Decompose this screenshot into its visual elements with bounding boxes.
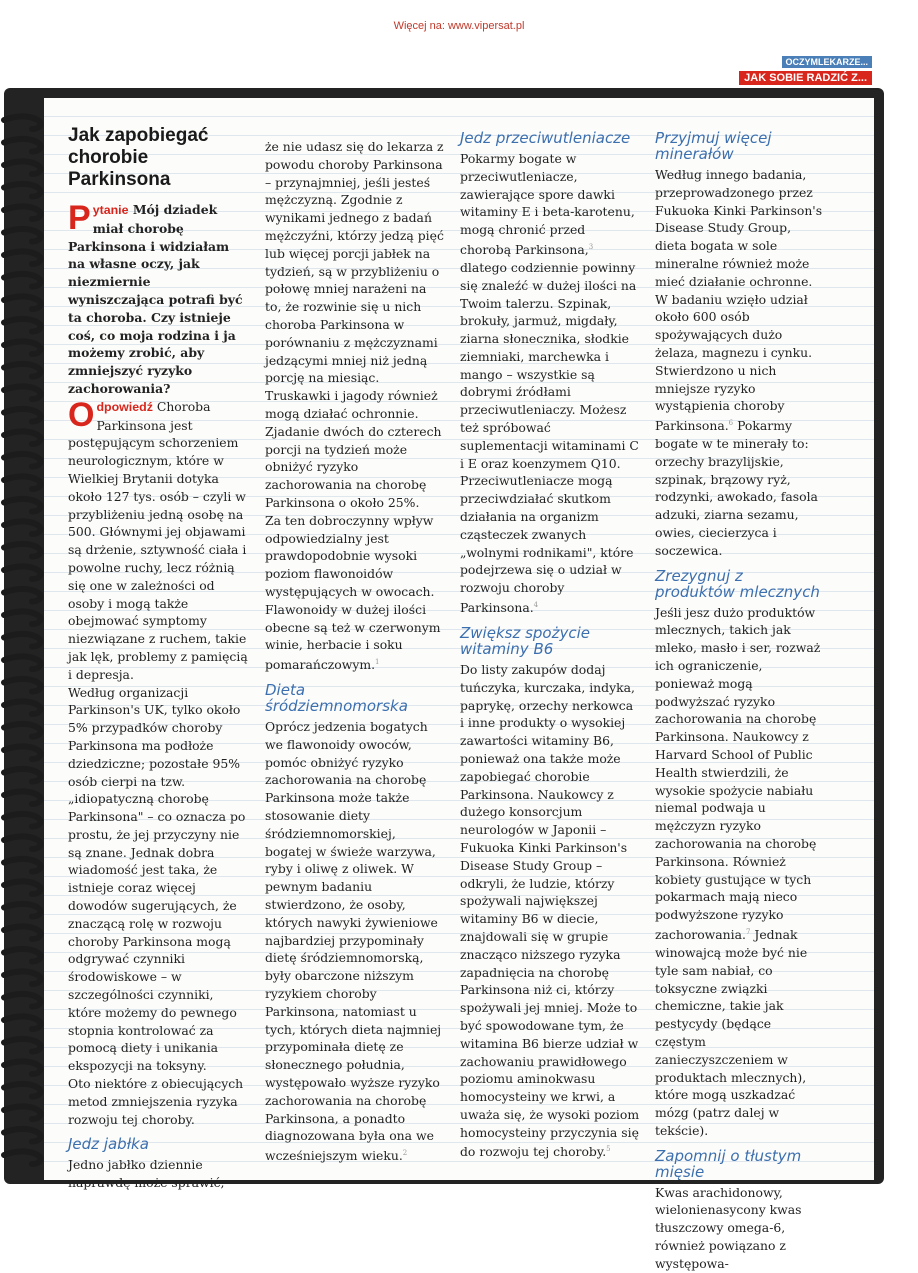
paragraph: Według organizacji Parkinson's UK, tylko około 5% przypadków choroby Parkinsona ma podłoże dziedziczne; pozostałe 95% osób cierpi na tzw. „idiopatyczną chorobę Parkinsona" – co oznacza po prostu, że jej przyczyny nie są znane. Jednak dobra wiadomość jest taka, że istnieje coraz więcej dowodów sugerujących, że znaczącą rolę w rozwoju choroby Parkinsona mogą odgrywać czynniki środowiskowe – w szczególności czynniki, które możemy do pewnego stopnia kontrolować za pomocą diety i unikania ekspozycji na toksyny. <box>68 684 246 1074</box>
spiral-ring <box>4 1016 41 1029</box>
question-label: ytanie <box>92 203 129 217</box>
spiral-ring <box>4 814 41 827</box>
spiral-ring <box>4 1151 41 1164</box>
spiral-ring <box>4 1129 41 1142</box>
paragraph <box>655 166 825 560</box>
paragraph: że nie udasz się do lekarza z powodu choroby Parkinsona – przynajmniej, jeśli jesteś mężczyzną. Zgodnie z wynikami jednego z badań mężczyźni, którzy jedzą pięć lub więcej porcji jabłek na tydzień, są w przybliżeniu o połowę mniej narażeni na to, że rozwinie się u nich choroba Parkinsona w porównaniu z mężczyznami jedzącymi mniej niż jedną porcję na miesiąc. Truskawki i jagody również mogą działać ochronnie. Zjadanie dwóch do czterech porcji na tydzień może obniżyć ryzyko zachorowania na chorobę Parkinsona o około 25%. <box>265 139 444 510</box>
footnote-ref: 1 <box>375 658 380 667</box>
spiral-ring <box>4 836 41 849</box>
spiral-ring <box>4 904 41 917</box>
section-badge <box>739 52 872 85</box>
spiral-ring <box>4 949 41 962</box>
footnote-ref: 5 <box>606 1145 611 1154</box>
paragraph-text: Pokarmy bogate w przeciwutleniacze, zawierające spore dawki witaminy E i beta-karotenu, mogą chronić przed chorobą Parkinsona, <box>460 151 635 258</box>
paragraph: Jedno jabłko dziennie naprawdę może sprawić, <box>68 1157 225 1191</box>
spiral-ring <box>4 724 41 737</box>
subheading-b6: Zwiększ spożycie witaminy B6 <box>460 623 590 658</box>
spiral-ring <box>4 476 41 489</box>
paragraph <box>265 718 445 1165</box>
subheading-dairy: Zrezygnuj z produktów mlecznych <box>655 566 820 601</box>
spiral-ring <box>4 926 41 939</box>
badge-top: OCZYMLEKARZE... <box>782 56 873 68</box>
spiral-ring <box>4 499 41 512</box>
paragraph: Kwas arachidonowy, wielonienasycony kwas tłuszczowy omega-6, również powiązano z występowa- <box>655 1184 802 1271</box>
spiral-ring <box>4 116 41 129</box>
paragraph-text: Jeśli jesz dużo produktów mlecznych, takich jak mleko, masło i ser, rozważ ich ograniczenie, ponieważ mogą podwyższać ryzyko zachorowania na chorobę Parkinsona. Naukowcy z Harvard School of Public Health stwierdzili, że wysokie spożycie nabiału niemal podwaja u mężczyzn ryzyko zachorowania na chorobę Parkinsona. Również kobiety gustujące w tych pokarmach mają nieco podwyższone ryzyko zachorowania. <box>655 604 821 943</box>
source-url[interactable]: Więcej na: www.vipersat.pl <box>393 20 525 32</box>
spiral-binding <box>0 110 60 1190</box>
paragraph-text: dlatego codziennie powinny się znaleźć w dużej ilości na Twoim talerzu. Szpinak, brokuły, jarmuż, migdały, ziarna słonecznika, słodkie ziemniaki, marchewka i mango – wszystkie są dobrymi źródłami przeciwutleniaczy. Możesz też spróbować suplementacji witaminami C i E oraz koenzymem Q10. Przeciwutleniacze mogą przeciwdziałać skutkom działania na organizm cząsteczek zwanych „wolnymi rodnikami", które podejrzewa się o udział w rozwoju choroby Parkinsona. <box>460 259 639 616</box>
footnote-ref: 3 <box>588 242 594 251</box>
spiral-ring <box>4 971 41 984</box>
answer-label: dpowiedź <box>96 399 153 414</box>
column-1 <box>68 125 248 1192</box>
subheading-mediterranean: Dieta śródziemnomorska <box>265 681 408 716</box>
spiral-ring <box>4 746 41 759</box>
spiral-ring <box>4 161 41 174</box>
footnote-ref: 6 <box>728 419 734 428</box>
spiral-ring <box>4 206 41 219</box>
spiral-ring <box>4 454 41 467</box>
spiral-ring <box>4 386 41 399</box>
paragraph-text: Według innego badania, przeprowadzonego przez Fukuoka Kinki Parkinson's Disease Study Group, dieta bogata w sole mineralne również może mieć działanie ochronne. W badaniu wzięło udział około 600 osób spożywających dużo żelaza, magnezu i cynku. Stwierdzono u nich mniejsze ryzyko wystąpienia choroby Parkinsona. <box>655 167 823 434</box>
spiral-ring <box>4 184 41 197</box>
paragraph <box>460 661 640 1161</box>
paragraph-text: Pokarmy bogate w te minerały to: orzechy brazylijskie, szpinak, brązowy ryż, rodzynki, awokado, fasola adzuki, ziarna sezamu, owies, ciecierzyca i soczewica. <box>655 418 818 558</box>
spiral-ring <box>4 634 41 647</box>
question <box>68 201 248 398</box>
spiral-ring <box>4 544 41 557</box>
column-2 <box>265 138 445 1165</box>
spiral-ring <box>4 679 41 692</box>
article-title: Jak zapobiegać chorobie Parkinsona <box>68 125 209 190</box>
subheading-antioxidants: Jedz przeciwutleniacze <box>460 129 631 147</box>
subheading-minerals: Przyjmuj więcej minerałów <box>655 129 772 163</box>
spiral-ring <box>4 521 41 534</box>
spiral-ring <box>4 859 41 872</box>
spiral-ring <box>4 409 41 422</box>
column-3 <box>460 130 640 1161</box>
paragraph-text: Oprócz jedzenia bogatych we flawonoidy owoców, pomóc obniżyć ryzyko zachorowania na chorobę Parkinsona może także stosowanie diety śródziemnomorskiej, bogatej w świeże warzywa, ryby i oliwę z oliwek. W pewnym badaniu stwierdzono, że osoby, których nawyki żywieniowe najbardziej przypominały dietę śródziemnomorską, były obarczone niższym ryzykiem choroby Parkinsona, natomiast u tych, których dieta najmniej przypominała dietę ze słonecznego południa, występowało wyższe ryzyko zachorowania na chorobę Parkinsona, a ponadto diagnozowana była ona we wcześniejszym wieku. <box>265 719 442 1164</box>
spiral-ring <box>4 701 41 714</box>
paragraph: Oto niektóre z obiecujących metod zmniejszenia ryzyka rozwoju tej choroby. <box>68 1076 244 1127</box>
spiral-ring <box>4 769 41 782</box>
spiral-ring <box>4 1106 41 1119</box>
answer-text: Choroba Parkinsona jest postępującym schorzeniem neurologicznym, które w Wielkiej Brytanii dotyka około 127 tys. osób – czyli w przybliżeniu jedną osobę na 500. Głównymi jej objawami są drżenie, sztywność ciała i powolne ruchy, lecz różnią się one w zależności od osoby i mogą także obejmować symptomy niezwiązane z ruchem, takie jak lęk, problemy z pamięcią i depresja. <box>68 398 248 682</box>
spiral-ring <box>4 229 41 242</box>
subheading-meat: Zapomnij o tłustym mięsie <box>655 1146 802 1181</box>
spiral-ring <box>4 431 41 444</box>
question-text: Mój dziadek miał chorobę Parkinsona i widziałam na własne oczy, jak niezmiernie wyniszczająca potrafi być ta choroba. Czy istnieje coś, co moja rodzina i ja możemy zrobić, aby zmniejszyć ryzyko zachorowania? <box>68 202 243 396</box>
footnote-ref: 2 <box>402 1149 408 1158</box>
spiral-ring <box>4 319 41 332</box>
spiral-ring <box>4 296 41 309</box>
spiral-ring <box>4 251 41 264</box>
paragraph-text: Za ten dobroczynny wpływ odpowiedzialny jest prawdopodobnie wysoki poziom flawonoidów występujących w owocach. Flawonoidy w dużej ilości obecne są też w czerwonym winie, herbacie i soku pomarańczowym. <box>265 512 441 673</box>
paragraph-text: Do listy zakupów dodaj tuńczyka, kurczaka, indyka, paprykę, orzechy nerkowca i inne produkty o wysokiej zawartości witaminy B6, ponieważ ona także może zapobiegać chorobie Parkinsona. Naukowcy z dużego konsorcjum neurologów w Japonii – Fukuoka Kinki Parkinson's Disease Study Group – odkryli, że ludzie, którzy spożywali największej witaminy B6 w diecie, znajdowali się w grupie znacząco niższego ryzyka zapadnięcia na chorobę Parkinsona niż ci, którzy spożywali jej mniej. Może to być spowodowane tym, że witamina B6 bierze udział w zachowaniu prawidłowego poziomu aminokwasu homocysteiny we krwi, a uważa się, że wysoki poziom homocysteiny przyczynia się do rozwoju tej choroby. <box>460 661 640 1160</box>
subheading-apples: Jedz jabłka <box>68 1135 149 1154</box>
column-4 <box>655 130 825 1273</box>
footnote-ref: 4 <box>533 601 539 610</box>
spiral-ring <box>4 611 41 624</box>
paragraph-text: Jednak winowajcą może być nie tyle sam nabiał, co toksyczne związki chemiczne, takie jak pestycydy (będące częstym zanieczyszczeniem w produktach mlecznych), które mogą uszkadzać mózg (patrz dalej w tekście). <box>655 927 808 1138</box>
paragraph <box>265 512 445 674</box>
spiral-ring <box>4 791 41 804</box>
spiral-ring <box>4 139 41 152</box>
spiral-ring <box>4 589 41 602</box>
spiral-ring <box>4 656 41 669</box>
question-dropcap: P <box>68 199 91 237</box>
answer <box>68 395 248 684</box>
spiral-ring <box>4 1084 41 1097</box>
spiral-ring <box>4 1061 41 1074</box>
spiral-ring <box>4 1039 41 1052</box>
paragraph <box>655 604 825 1140</box>
spiral-ring <box>4 274 41 287</box>
spiral-ring <box>4 566 41 579</box>
answer-dropcap: O <box>68 395 95 434</box>
spiral-ring <box>4 994 41 1007</box>
footnote-ref: 7 <box>745 928 751 936</box>
spiral-ring <box>4 881 41 894</box>
spiral-ring <box>4 364 41 377</box>
spiral-ring <box>4 341 41 354</box>
badge-bottom: JAK SOBIE RADZIĆ Z... <box>739 71 872 85</box>
paragraph <box>460 150 640 617</box>
